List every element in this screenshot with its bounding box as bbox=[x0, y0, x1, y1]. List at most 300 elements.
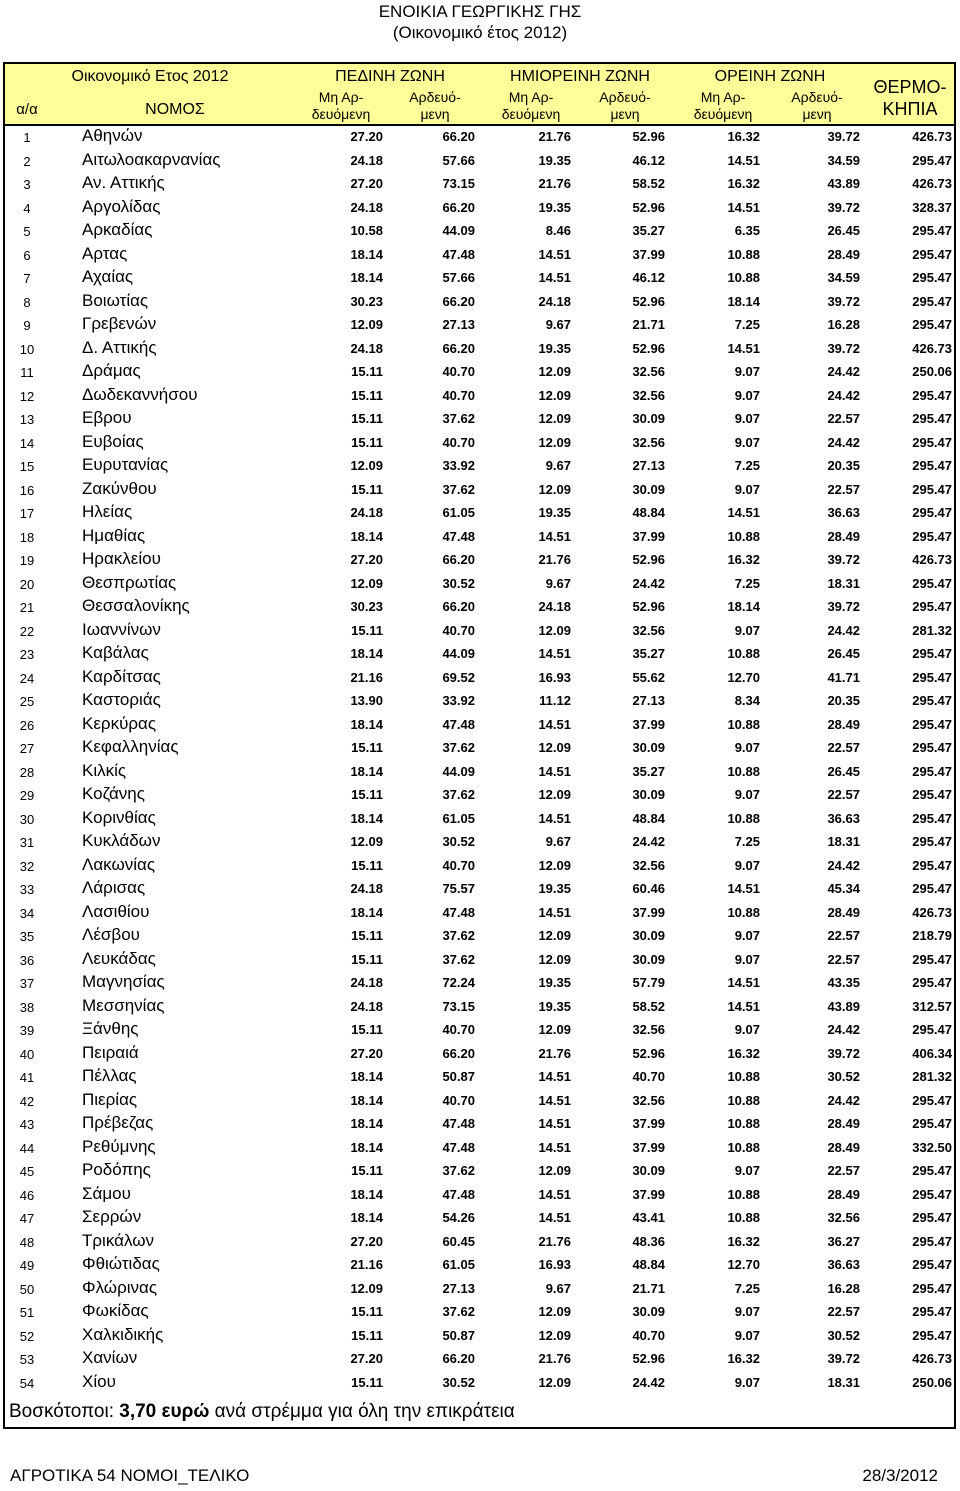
table-row bbox=[5, 996, 954, 1020]
prefecture-name: Καστοριάς bbox=[82, 690, 161, 709]
value-cell: 295.47 bbox=[912, 434, 952, 450]
value-cell: 30.23 bbox=[350, 599, 383, 614]
value-cell: 12.09 bbox=[350, 1280, 383, 1296]
value-cell: 250.06 bbox=[912, 364, 952, 379]
value-cell: 37.62 bbox=[442, 928, 475, 943]
prefecture-name: Λάρισας bbox=[82, 878, 146, 897]
value-cell: 60.45 bbox=[442, 1233, 475, 1249]
prefecture-name: Κεφαλληνίας bbox=[82, 737, 179, 756]
value-cell: 14.51 bbox=[727, 975, 760, 990]
value-cell: 14.51 bbox=[538, 1210, 571, 1225]
value-cell: 37.99 bbox=[632, 716, 665, 732]
value-cell: 295.47 bbox=[912, 1163, 952, 1178]
value-cell: 57.66 bbox=[442, 152, 475, 168]
value-cell: 295.47 bbox=[912, 1257, 952, 1272]
table-row bbox=[5, 220, 954, 244]
value-cell: 69.52 bbox=[442, 669, 475, 685]
value-cell: 30.52 bbox=[442, 1374, 475, 1390]
value-cell: 15.11 bbox=[351, 857, 383, 873]
value-cell: 47.48 bbox=[442, 246, 475, 262]
value-cell: 12.09 bbox=[538, 787, 571, 802]
value-cell: 10.88 bbox=[727, 1186, 760, 1202]
table-row bbox=[5, 173, 954, 197]
value-cell: 16.32 bbox=[727, 1233, 760, 1249]
value-cell: 22.57 bbox=[827, 740, 860, 755]
value-cell: 36.27 bbox=[827, 1233, 860, 1249]
value-cell: 66.20 bbox=[442, 340, 475, 356]
value-cell: 12.09 bbox=[538, 1327, 571, 1343]
table-row bbox=[5, 1160, 954, 1184]
value-cell: 14.51 bbox=[538, 904, 571, 920]
table-row bbox=[5, 1254, 954, 1278]
prefecture-name: Τρικάλων bbox=[82, 1230, 154, 1250]
table-row bbox=[5, 1231, 954, 1255]
prefecture-name: Καβάλας bbox=[82, 643, 149, 662]
row-number: 19 bbox=[19, 553, 35, 568]
row-number: 27 bbox=[19, 741, 35, 756]
value-cell: 73.15 bbox=[442, 998, 475, 1014]
value-cell: 37.62 bbox=[442, 411, 475, 426]
value-cell: 22.57 bbox=[827, 787, 860, 802]
value-cell: 12.09 bbox=[538, 857, 571, 873]
nomos-header: ΝΟΜΟΣ bbox=[145, 101, 205, 118]
prefecture-name: Ροδόπης bbox=[82, 1160, 151, 1179]
value-cell: 8.34 bbox=[734, 693, 760, 708]
value-cell: 22.57 bbox=[827, 1163, 860, 1178]
row-number: 12 bbox=[19, 388, 35, 404]
value-cell: 24.18 bbox=[350, 505, 383, 520]
value-cell: 18.14 bbox=[350, 1069, 383, 1084]
value-cell: 15.11 bbox=[351, 411, 383, 426]
value-cell: 7.25 bbox=[734, 458, 760, 473]
value-cell: 21.76 bbox=[538, 176, 571, 191]
value-cell: 43.89 bbox=[827, 176, 860, 191]
row-number: 46 bbox=[19, 1187, 35, 1203]
value-cell: 295.47 bbox=[912, 834, 952, 849]
value-cell: 14.51 bbox=[727, 505, 760, 520]
value-cell: 9.67 bbox=[545, 1280, 571, 1296]
value-cell: 16.28 bbox=[827, 317, 860, 332]
prefecture-name: Κοζάνης bbox=[82, 784, 145, 803]
value-cell: 295.47 bbox=[912, 575, 952, 591]
table-row bbox=[5, 1043, 954, 1067]
prefecture-name: Αθηνών bbox=[82, 126, 143, 145]
prefecture-name: Λασιθίου bbox=[82, 901, 150, 921]
value-cell: 18.14 bbox=[350, 716, 383, 732]
value-cell: 33.92 bbox=[442, 458, 475, 473]
value-cell: 295.47 bbox=[912, 669, 952, 685]
table-row bbox=[5, 314, 954, 338]
value-cell: 426.73 bbox=[912, 552, 952, 567]
value-cell: 52.96 bbox=[632, 1045, 665, 1061]
value-cell: 9.07 bbox=[734, 1374, 760, 1390]
row-number: 9 bbox=[23, 318, 31, 333]
table-row bbox=[5, 267, 954, 291]
value-cell: 14.51 bbox=[727, 199, 760, 215]
value-cell: 9.07 bbox=[734, 740, 760, 755]
value-cell: 24.18 bbox=[350, 199, 383, 215]
row-number: 23 bbox=[19, 647, 35, 662]
table-row bbox=[5, 643, 954, 667]
value-cell: 30.52 bbox=[442, 575, 475, 591]
prefecture-name: Ζακύνθου bbox=[82, 478, 157, 498]
value-cell: 22.57 bbox=[827, 1304, 860, 1319]
prefecture-name: Χαλκιδικής bbox=[82, 1324, 164, 1344]
value-cell: 21.71 bbox=[632, 317, 665, 332]
value-cell: 7.25 bbox=[734, 834, 760, 849]
value-cell: 35.27 bbox=[632, 646, 665, 661]
value-cell: 10.88 bbox=[727, 1210, 760, 1225]
table-row bbox=[5, 526, 954, 550]
value-cell: 50.87 bbox=[442, 1069, 475, 1084]
value-cell: 19.35 bbox=[538, 998, 571, 1014]
table-row bbox=[5, 596, 954, 620]
value-cell: 18.14 bbox=[350, 810, 383, 826]
value-cell: 43.89 bbox=[827, 998, 860, 1014]
value-cell: 12.09 bbox=[350, 317, 383, 332]
row-number: 21 bbox=[19, 600, 35, 615]
value-cell: 32.56 bbox=[632, 1092, 665, 1108]
value-cell: 12.09 bbox=[538, 1163, 571, 1178]
prefecture-name: Θεσπρωτίας bbox=[82, 572, 177, 592]
prefecture-name: Ηλείας bbox=[82, 502, 133, 521]
value-cell: 295.47 bbox=[912, 1233, 952, 1249]
value-cell: 58.52 bbox=[632, 998, 665, 1014]
value-cell: 22.57 bbox=[827, 411, 860, 426]
value-cell: 52.96 bbox=[632, 293, 665, 309]
row-number: 8 bbox=[23, 294, 31, 310]
table-row bbox=[5, 197, 954, 221]
value-cell: 9.07 bbox=[734, 787, 760, 802]
value-cell: 32.56 bbox=[632, 434, 665, 450]
value-cell: 61.05 bbox=[442, 505, 475, 520]
table-row bbox=[5, 620, 954, 644]
value-cell: 13.90 bbox=[350, 693, 383, 708]
value-cell: 73.15 bbox=[442, 176, 475, 191]
table-row bbox=[5, 690, 954, 714]
row-number: 33 bbox=[19, 882, 35, 897]
row-number: 18 bbox=[19, 529, 35, 545]
row-number: 42 bbox=[19, 1093, 35, 1109]
value-cell: 18.14 bbox=[350, 763, 383, 779]
value-cell: 9.07 bbox=[734, 1163, 760, 1178]
prefecture-name: Κορινθίας bbox=[82, 807, 156, 827]
value-cell: 75.57 bbox=[442, 881, 475, 896]
row-number: 52 bbox=[19, 1328, 35, 1344]
value-cell: 426.73 bbox=[912, 129, 952, 144]
row-number: 11 bbox=[20, 365, 34, 380]
value-cell: 46.12 bbox=[632, 270, 665, 285]
value-cell: 44.09 bbox=[442, 763, 475, 779]
table-row bbox=[5, 1184, 954, 1208]
row-number: 30 bbox=[19, 811, 35, 827]
plain-irr-header: Αρδευό- μενη bbox=[409, 89, 461, 122]
prefecture-name: Πέλλας bbox=[82, 1066, 137, 1085]
value-cell: 10.88 bbox=[727, 1116, 760, 1131]
prefecture-name: Ευβοίας bbox=[82, 431, 144, 451]
value-cell: 295.47 bbox=[912, 246, 952, 262]
mountain-irr-header: Αρδευό- μενη bbox=[791, 89, 843, 122]
row-number: 25 bbox=[19, 694, 35, 709]
value-cell: 21.16 bbox=[350, 1257, 383, 1272]
value-cell: 12.70 bbox=[727, 1257, 760, 1272]
value-cell: 14.51 bbox=[727, 998, 760, 1014]
value-cell: 10.88 bbox=[727, 904, 760, 920]
value-cell: 295.47 bbox=[912, 1022, 952, 1037]
value-cell: 39.72 bbox=[827, 552, 860, 567]
value-cell: 24.18 bbox=[350, 998, 383, 1014]
value-cell: 18.31 bbox=[827, 834, 860, 849]
value-cell: 27.13 bbox=[632, 693, 665, 708]
year-label: Οικονομικό Ετος 2012 bbox=[71, 68, 229, 85]
prefecture-name: Αργολίδας bbox=[82, 196, 161, 216]
table-row bbox=[5, 361, 954, 385]
value-cell: 9.07 bbox=[734, 857, 760, 873]
value-cell: 15.11 bbox=[351, 622, 383, 638]
value-cell: 57.66 bbox=[442, 270, 475, 285]
value-cell: 12.09 bbox=[538, 411, 571, 426]
value-cell: 37.99 bbox=[632, 904, 665, 920]
value-cell: 426.73 bbox=[912, 340, 952, 356]
prefecture-name: Ξάνθης bbox=[82, 1019, 139, 1038]
value-cell: 32.56 bbox=[632, 1022, 665, 1037]
value-cell: 39.72 bbox=[827, 199, 860, 215]
value-cell: 295.47 bbox=[912, 599, 952, 614]
value-cell: 40.70 bbox=[442, 857, 475, 873]
value-cell: 9.67 bbox=[545, 317, 571, 332]
value-cell: 12.70 bbox=[727, 669, 760, 685]
value-cell: 19.35 bbox=[538, 152, 571, 168]
value-cell: 27.20 bbox=[350, 1045, 383, 1061]
value-cell: 60.46 bbox=[632, 881, 665, 896]
value-cell: 9.07 bbox=[734, 951, 760, 967]
value-cell: 295.47 bbox=[912, 1092, 952, 1108]
value-cell: 61.05 bbox=[442, 1257, 475, 1272]
value-cell: 30.52 bbox=[827, 1069, 860, 1084]
value-cell: 295.47 bbox=[912, 763, 952, 779]
row-number: 5 bbox=[23, 224, 31, 239]
value-cell: 295.47 bbox=[912, 223, 952, 238]
value-cell: 39.72 bbox=[827, 1045, 860, 1061]
prefecture-name: Πειραιά bbox=[82, 1042, 139, 1062]
value-cell: 21.76 bbox=[538, 1045, 571, 1061]
value-cell: 27.20 bbox=[350, 176, 383, 191]
table-row bbox=[5, 1090, 954, 1114]
value-cell: 14.51 bbox=[538, 528, 571, 544]
value-cell: 27.20 bbox=[350, 1351, 383, 1366]
aa-header: α/α bbox=[16, 101, 38, 118]
prefecture-name: Φωκίδας bbox=[82, 1301, 149, 1320]
value-cell: 10.88 bbox=[727, 528, 760, 544]
value-cell: 14.51 bbox=[727, 340, 760, 356]
table-row bbox=[5, 1113, 954, 1137]
footer-left: ΑΓΡΟΤΙΚΑ 54 ΝΟΜΟΙ_ΤΕΛΙΚΟ bbox=[10, 1466, 250, 1485]
row-number: 17 bbox=[19, 506, 35, 521]
value-cell: 15.11 bbox=[351, 1022, 383, 1037]
value-cell: 30.09 bbox=[632, 928, 665, 943]
row-number: 15 bbox=[19, 459, 35, 474]
value-cell: 16.32 bbox=[727, 1045, 760, 1061]
table-row bbox=[5, 737, 954, 761]
value-cell: 36.63 bbox=[827, 810, 860, 826]
value-cell: 20.35 bbox=[827, 458, 860, 473]
value-cell: 12.09 bbox=[538, 1304, 571, 1319]
value-cell: 43.35 bbox=[827, 975, 860, 990]
page-title: ΕΝΟΙΚΙΑ ΓΕΩΡΓΙΚΗΣ ΓΗΣ bbox=[378, 2, 582, 21]
value-cell: 66.20 bbox=[442, 1045, 475, 1061]
row-number: 1 bbox=[23, 130, 31, 145]
value-cell: 22.57 bbox=[827, 951, 860, 967]
table-row bbox=[5, 714, 954, 738]
value-cell: 28.49 bbox=[827, 1139, 860, 1155]
row-number: 26 bbox=[19, 717, 35, 733]
value-cell: 43.41 bbox=[632, 1210, 665, 1225]
table-row bbox=[5, 502, 954, 526]
value-cell: 66.20 bbox=[442, 599, 475, 614]
value-cell: 12.09 bbox=[538, 1374, 571, 1390]
row-number: 31 bbox=[19, 835, 35, 850]
value-cell: 27.13 bbox=[632, 458, 665, 473]
value-cell: 24.42 bbox=[827, 434, 860, 450]
value-cell: 12.09 bbox=[538, 740, 571, 755]
prefecture-name: Ρεθύμνης bbox=[82, 1136, 156, 1156]
value-cell: 24.18 bbox=[350, 340, 383, 356]
value-cell: 39.72 bbox=[827, 599, 860, 614]
value-cell: 39.72 bbox=[827, 340, 860, 356]
row-number: 2 bbox=[23, 153, 31, 169]
value-cell: 10.88 bbox=[727, 270, 760, 285]
value-cell: 39.72 bbox=[827, 293, 860, 309]
value-cell: 9.07 bbox=[734, 481, 760, 497]
value-cell: 14.51 bbox=[538, 270, 571, 285]
table-row bbox=[5, 878, 954, 902]
value-cell: 14.51 bbox=[727, 152, 760, 168]
value-cell: 12.09 bbox=[538, 951, 571, 967]
value-cell: 37.99 bbox=[632, 1116, 665, 1131]
value-cell: 18.14 bbox=[350, 646, 383, 661]
value-cell: 18.14 bbox=[350, 1092, 383, 1108]
value-cell: 14.51 bbox=[538, 1069, 571, 1084]
prefecture-name: Λακωνίας bbox=[82, 854, 156, 874]
value-cell: 295.47 bbox=[912, 152, 952, 168]
value-cell: 37.62 bbox=[442, 740, 475, 755]
value-cell: 21.76 bbox=[538, 1351, 571, 1366]
value-cell: 15.11 bbox=[351, 787, 383, 802]
value-cell: 7.25 bbox=[734, 575, 760, 591]
value-cell: 52.96 bbox=[632, 199, 665, 215]
value-cell: 295.47 bbox=[912, 716, 952, 732]
value-cell: 16.93 bbox=[538, 1257, 571, 1272]
value-cell: 18.14 bbox=[350, 1210, 383, 1225]
prefecture-name: Ηρακλείου bbox=[82, 549, 161, 568]
prefecture-name: Πρέβεζας bbox=[82, 1113, 154, 1132]
value-cell: 16.28 bbox=[827, 1280, 860, 1296]
value-cell: 41.71 bbox=[827, 669, 860, 685]
value-cell: 30.09 bbox=[632, 481, 665, 497]
value-cell: 27.20 bbox=[350, 552, 383, 567]
prefecture-name: Αιτωλοακαρνανίας bbox=[82, 149, 221, 169]
prefecture-name: Λευκάδας bbox=[82, 948, 156, 968]
value-cell: 9.07 bbox=[734, 1304, 760, 1319]
value-cell: 48.84 bbox=[632, 505, 665, 520]
semi-nonirr-header: Μη Αρ- δευόμενη bbox=[501, 89, 561, 122]
row-number: 29 bbox=[19, 788, 35, 803]
row-number: 7 bbox=[23, 271, 31, 286]
row-number: 13 bbox=[19, 412, 35, 427]
value-cell: 15.11 bbox=[351, 364, 383, 379]
row-number: 41 bbox=[19, 1070, 35, 1085]
prefecture-name: Ευρυτανίας bbox=[82, 455, 169, 474]
prefecture-name: Μαγνησίας bbox=[82, 972, 165, 991]
value-cell: 24.42 bbox=[827, 1092, 860, 1108]
table-row bbox=[5, 761, 954, 785]
value-cell: 35.27 bbox=[632, 763, 665, 779]
value-cell: 10.88 bbox=[727, 716, 760, 732]
value-cell: 18.31 bbox=[827, 575, 860, 591]
value-cell: 18.14 bbox=[350, 1139, 383, 1155]
value-cell: 28.49 bbox=[827, 904, 860, 920]
table-row bbox=[5, 1137, 954, 1161]
value-cell: 44.09 bbox=[442, 223, 475, 238]
row-number: 50 bbox=[19, 1281, 35, 1297]
row-number: 16 bbox=[19, 482, 35, 498]
row-number: 47 bbox=[19, 1211, 35, 1226]
row-number: 44 bbox=[19, 1140, 35, 1156]
prefecture-name: Ημαθίας bbox=[82, 525, 146, 545]
value-cell: 47.48 bbox=[442, 904, 475, 920]
value-cell: 61.05 bbox=[442, 810, 475, 826]
pasture-note-suffix: ανά στρέμμα για όλη την επικράτεια bbox=[209, 1401, 515, 1422]
value-cell: 7.25 bbox=[734, 317, 760, 332]
value-cell: 24.42 bbox=[827, 857, 860, 873]
value-cell: 28.49 bbox=[827, 1116, 860, 1131]
value-cell: 312.57 bbox=[912, 998, 952, 1014]
row-number: 6 bbox=[23, 247, 31, 263]
value-cell: 66.20 bbox=[442, 129, 475, 144]
value-cell: 10.88 bbox=[727, 646, 760, 661]
value-cell: 14.51 bbox=[538, 1116, 571, 1131]
value-cell: 22.57 bbox=[827, 481, 860, 497]
value-cell: 295.47 bbox=[912, 411, 952, 426]
zone-plain-header: ΠΕΔΙΝΗ ΖΩΝΗ bbox=[335, 68, 445, 85]
value-cell: 16.32 bbox=[727, 129, 760, 144]
value-cell: 15.11 bbox=[351, 1304, 383, 1319]
value-cell: 9.07 bbox=[734, 1022, 760, 1037]
value-cell: 18.14 bbox=[727, 599, 760, 614]
table-row bbox=[5, 408, 954, 432]
value-cell: 66.20 bbox=[442, 552, 475, 567]
value-cell: 10.88 bbox=[727, 1069, 760, 1084]
prefecture-name: Πιερίας bbox=[82, 1089, 138, 1109]
table-row bbox=[5, 1066, 954, 1090]
value-cell: 52.96 bbox=[632, 1351, 665, 1366]
prefecture-name: Κιλκίς bbox=[82, 760, 127, 780]
row-number: 53 bbox=[19, 1352, 35, 1367]
value-cell: 24.18 bbox=[350, 881, 383, 896]
row-number: 54 bbox=[19, 1375, 35, 1391]
row-number: 39 bbox=[19, 1023, 35, 1038]
value-cell: 40.70 bbox=[632, 1069, 665, 1084]
value-cell: 30.09 bbox=[632, 787, 665, 802]
value-cell: 19.35 bbox=[538, 199, 571, 215]
pasture-note bbox=[9, 1401, 515, 1423]
value-cell: 19.35 bbox=[538, 340, 571, 356]
value-cell: 295.47 bbox=[912, 810, 952, 826]
row-number: 38 bbox=[19, 999, 35, 1015]
table-row bbox=[5, 1278, 954, 1302]
value-cell: 15.11 bbox=[351, 481, 383, 497]
value-cell: 16.93 bbox=[538, 669, 571, 685]
